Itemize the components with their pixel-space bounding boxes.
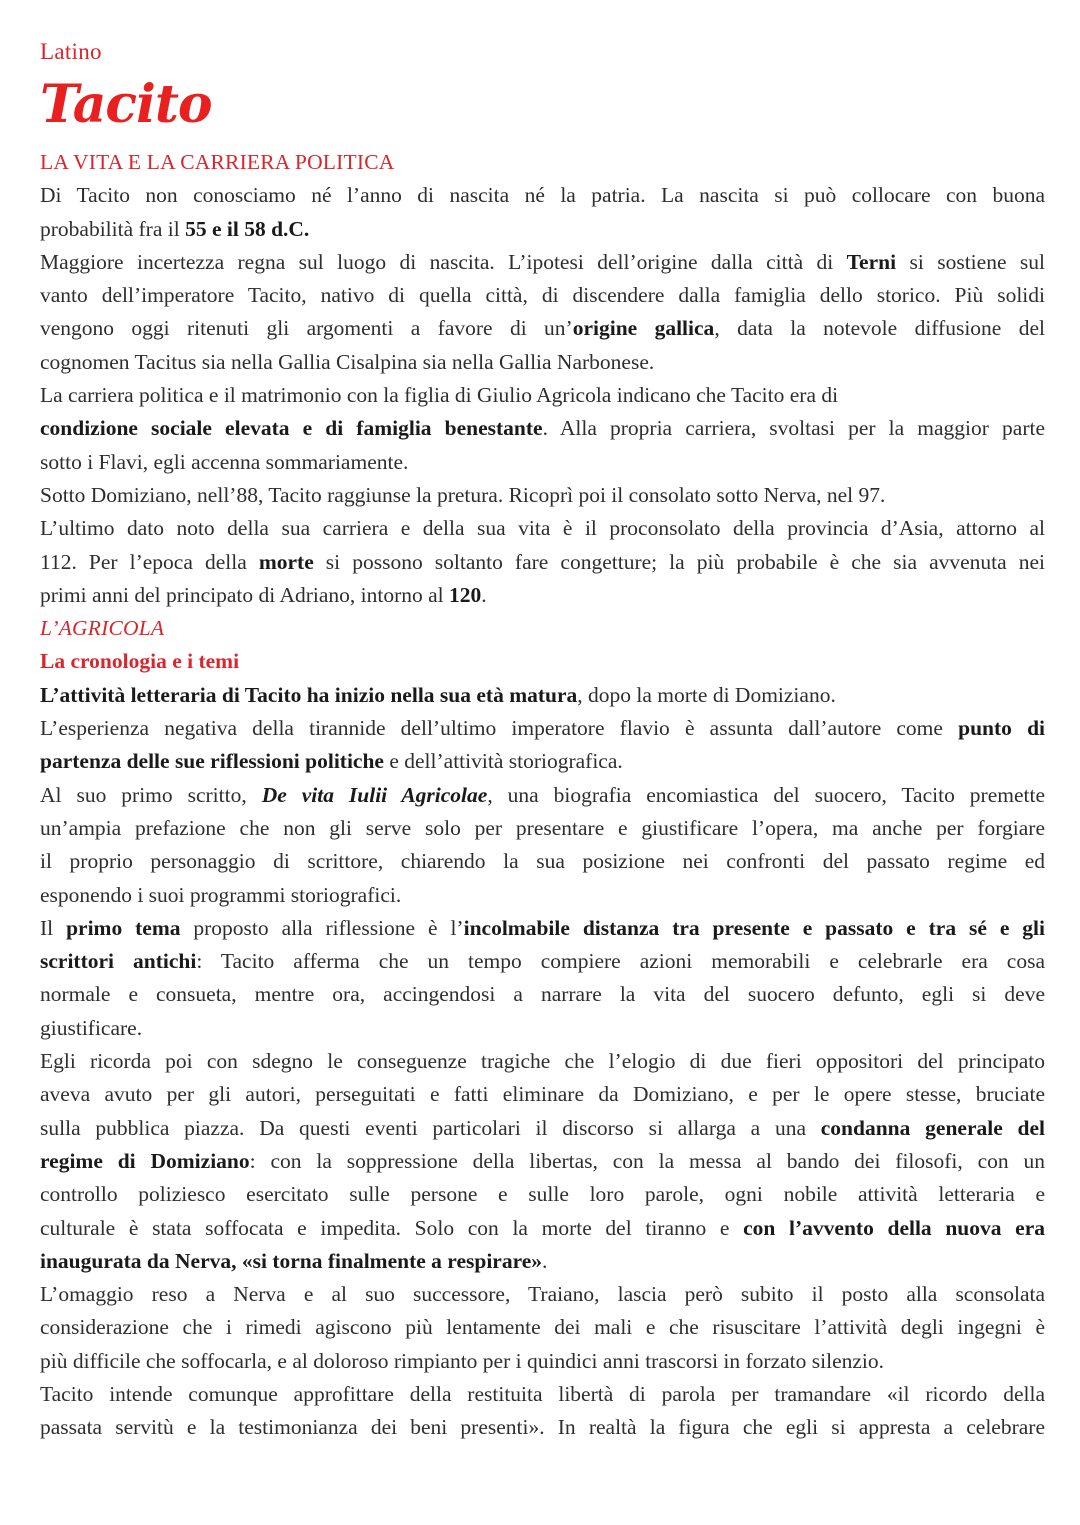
body-text: culturale è stata soffocata e impedita. Solo con la morte del tiranno e [40,1215,744,1240]
body-text: La carriera politica e il matrimonio con la figlia di Giulio Agricola indicano che Tacito era di [40,383,839,408]
text-line [40,579,1045,612]
emphasis-text: partenza delle sue riflessioni politiche [40,749,384,774]
text-line [40,845,1045,878]
body-text: esponendo i suoi programmi storiografici. [40,882,402,907]
emphasis-text: 55 e il 58 d.C. [185,216,310,241]
body-text: probabilità fra il [40,216,186,241]
emphasis-text: condanna generale del [820,1115,1045,1140]
body-text: vengono oggi ritenuti gli argomenti a favore di un’ [40,316,573,341]
body-text: L’omaggio reso a Nerva e al suo successore, Traiano, lascia però subito il posto alla sconsolata [40,1282,1045,1307]
body-text: . Alla propria carriera, svoltasi per la maggior parte [542,416,1045,441]
body-text: vanto dell’imperatore Tacito, nativo di quella città, di discendere dalla famiglia dello storico. Più solidi [40,283,1045,308]
emphasis-text: L’attività letteraria di Tacito ha inizio nella sua età matura [40,682,578,707]
body-text: L’esperienza negativa della tirannide dell’ultimo imperatore flavio è assunta dall’autore come [40,716,959,741]
body-text: giustificare. [40,1015,143,1040]
body-text: il proprio personaggio di scrittore, chiarendo la sua posizione nei confronti del passato regime ed [40,849,1045,874]
emphasis-text: incolmabile distanza tra presente e passato e tra sé e gli [463,915,1045,940]
body-text: controllo poliziesco esercitato sulle persone e sulle loro parole, ogni nobile attività letteraria e [40,1182,1045,1207]
body-text: sotto i Flavi, egli accenna sommariamente. [40,449,409,474]
body-text: considerazione che i rimedi agiscono più lentamente dei mali e che risuscitare l’attività degli ingegni è [40,1315,1045,1340]
text-line [40,412,1045,445]
body-text: si sostiene sul [896,249,1045,274]
text-line [40,379,1045,412]
body-text: . [481,582,487,607]
body-text: normale e consueta, mentre ora, accingendosi a narrare la vita del suocero defunto, egli si deve [40,982,1045,1007]
emphasis-text: morte [258,549,314,574]
text-line [40,712,1045,745]
body-text: si possono soltanto fare congetture; la più probabile è che sia avvenuta nei [313,549,1046,574]
emphasis-text: condizione sociale elevata e di famiglia benestante [40,416,543,441]
text-line [40,213,1045,246]
text-line [40,1112,1045,1145]
section-vita [40,146,1045,612]
text-line [40,1345,1045,1378]
text-line [40,1278,1045,1311]
body-text: più difficile che soffocarla, e al doloroso rimpianto per i quindici anni trascorsi in forzato silenzio. [40,1348,885,1373]
body-text: Al suo primo scritto, [40,782,262,807]
section-heading-vita: LA VITA E LA CARRIERA POLITICA [40,150,395,174]
subject-label: Latino [40,39,102,64]
body-text: aveva avuto per gli autori, perseguitati e fatti eliminare da Domiziano, e per le opere stesse, bruciate [40,1082,1045,1107]
body-text: , una biografia encomiastica del suocero, Tacito premette [487,782,1046,807]
text-line [40,246,1045,279]
body-text: Il [40,915,67,940]
document-page [40,36,1045,1445]
emphasis-text: regime di Domiziano [40,1148,250,1173]
emphasis-text: 120 [449,582,482,607]
section-agricola [40,612,1045,1444]
body-text: , dopo la morte di Domiziano. [577,682,836,707]
body-text: : con la soppressione della libertas, con la messa al bando dei filosofi, con un [249,1148,1045,1173]
body-text: Di Tacito non conosciamo né l’anno di nascita né la patria. La nascita si può collocare con buona [40,183,1045,208]
text-line [40,479,1045,512]
body-text: : Tacito afferma che un tempo compiere azioni memorabili e celebrarle era cosa [196,949,1045,974]
text-line [40,745,1045,778]
emphasis-text: scrittori antichi [40,949,197,974]
text-line [40,279,1045,312]
text-line [40,879,1045,912]
text-line [40,945,1045,978]
text-line [40,1311,1045,1344]
text-line [40,179,1045,212]
text-line [40,1411,1045,1444]
text-line [40,1145,1045,1178]
text-line [40,512,1045,545]
text-line [40,978,1045,1011]
section-subheading-agricola: La cronologia e i temi [40,649,240,674]
emphasis-text: De vita Iulii Agricolae [261,782,488,807]
section-heading-agricola: L’AGRICOLA [40,616,165,641]
text-line [40,346,1045,379]
page-title: Tacito [40,74,212,135]
body-text: cognomen Tacitus sia nella Gallia Cisalpina sia nella Gallia Narbonese. [40,349,655,374]
text-line [40,1178,1045,1211]
body-text: un’ampia prefazione che non gli serve solo per presentare e giustificare l’opera, ma anche per forgiare [40,815,1045,840]
section-body-vita [40,179,1045,612]
body-text: 112. Per l’epoca della [40,549,259,574]
text-line [40,912,1045,945]
body-text: Egli ricorda poi con sdegno le conseguenze tragiche che l’elogio di due fieri oppositori del principato [40,1049,1045,1074]
emphasis-text: origine gallica [572,316,715,341]
section-body-agricola [40,679,1045,1445]
body-text: passata servitù e la testimonianza dei beni presenti». In realtà la figura che egli si appresta a celebrare [40,1415,1045,1440]
text-line [40,679,1045,712]
body-text: sulla pubblica piazza. Da questi eventi particolari il discorso si allarga a una [40,1115,821,1140]
emphasis-text: punto di [958,716,1045,741]
body-text: primi anni del principato di Adriano, intorno al [40,582,450,607]
emphasis-text: Terni [846,249,897,274]
body-text: Sotto Domiziano, nell’88, Tacito raggiunse la pretura. Ricoprì poi il consolato sotto Nerva, nel 97. [40,482,886,507]
body-text: proposto alla riflessione è l’ [180,915,464,940]
emphasis-text: inaugurata da Nerva, «si torna finalmente a respirare» [40,1248,543,1273]
text-line [40,1378,1045,1411]
text-line [40,546,1045,579]
emphasis-text: con l’avvento della nuova era [743,1215,1046,1240]
body-text: . [542,1248,548,1273]
text-line [40,779,1045,812]
emphasis-text: primo tema [66,915,181,940]
text-line [40,1245,1045,1278]
text-line [40,1012,1045,1045]
body-text: Maggiore incertezza regna sul luogo di nascita. L’ipotesi dell’origine dalla città di [40,249,847,274]
body-text: e dell’attività storiografica. [383,749,623,774]
body-text: Tacito intende comunque approfittare della restituita libertà di parola per tramandare «il ricordo della [40,1381,1045,1406]
text-line [40,1078,1045,1111]
text-line [40,446,1045,479]
text-line [40,1045,1045,1078]
text-line [40,812,1045,845]
body-text: L’ultimo dato noto della sua carriera e della sua vita è il proconsolato della provincia d’Asia, attorno al [40,516,1045,541]
body-text: , data la notevole diffusione del [714,316,1046,341]
text-line [40,312,1045,345]
text-line [40,1212,1045,1245]
